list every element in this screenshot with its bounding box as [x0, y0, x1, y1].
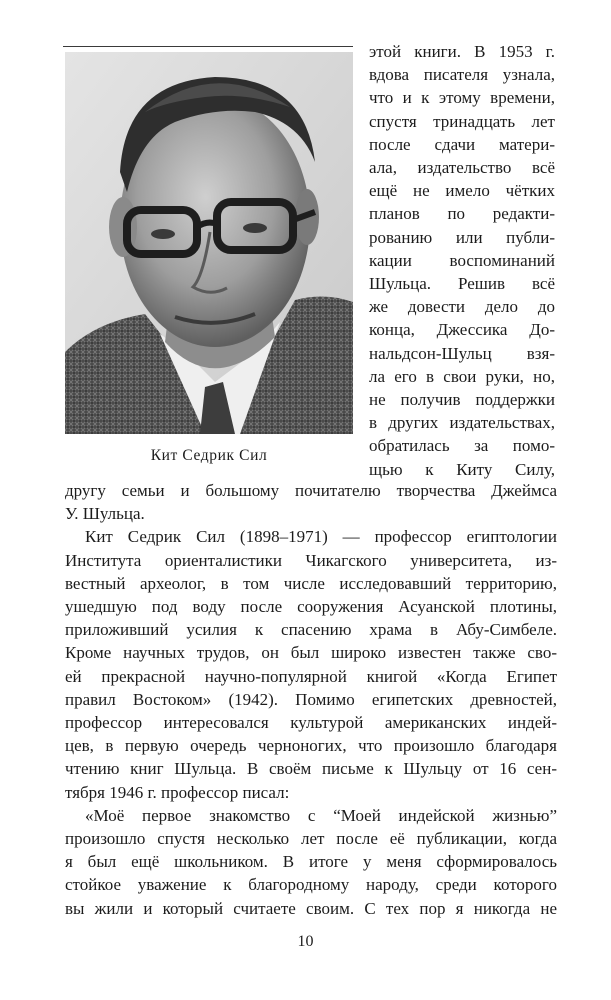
photo-caption: Кит Седрик Сил [150, 447, 268, 464]
main-line: Кит Седрик Сил (1898–1971) — профессор египтологии [85, 527, 557, 547]
main-line: тября 1946 г. профессор писал: [65, 782, 290, 802]
side-line: что и к этому времени, [369, 88, 555, 108]
side-line: в других издательствах, [369, 413, 555, 433]
main-line: стойкое уважение к благородному народу, среди которого [65, 875, 557, 895]
top-rule [63, 46, 353, 47]
main-line: профессор интересовался культурой американских индей- [65, 713, 557, 733]
side-line: рованию или публи- [369, 227, 555, 247]
portrait-image [65, 52, 353, 434]
main-line: другу семьи и большому почитателю творчества Джеймса [65, 481, 557, 500]
side-line: этой книги. В 1953 г. [369, 42, 555, 61]
side-line: ала, издательство всё [369, 158, 555, 178]
main-line: вы жили и который считаете своим. С тех пор я никогда не [65, 898, 557, 918]
main-line: У. Шульца. [65, 504, 145, 524]
page-number: 10 [297, 933, 314, 950]
portrait-photo [65, 52, 353, 434]
main-text-body [65, 479, 557, 920]
side-line: вдова писателя узнала, [369, 65, 555, 85]
main-line: цев, в первую очередь черноногих, что произошло благодаря [65, 736, 557, 756]
main-line: ушедшую под воду после сооружения Асуанской плотины, [65, 597, 557, 617]
main-line: произошло спустя несколько лет после её публикации, когда [65, 829, 557, 849]
side-line: после сдачи матери- [369, 134, 555, 154]
side-line: кации воспоминаний [369, 250, 555, 270]
main-line: приложивший усилия к спасению храма в Абу-Симбеле. [65, 620, 557, 640]
side-line: спустя тринадцать лет [369, 111, 555, 131]
side-line: планов по редакти- [369, 204, 555, 224]
side-line: ещё не имело чётких [369, 181, 555, 201]
side-line: щью к Киту Силу, [369, 459, 555, 479]
side-line: обратилась за помо- [369, 436, 555, 456]
main-line: я был ещё школьником. В итоге у меня сформировалось [65, 852, 557, 872]
side-line: же довести дело до [369, 297, 555, 317]
main-line: вестный археолог, в том числе исследовавший территорию, [65, 573, 557, 593]
side-line: ла его в свои руки, но, [369, 366, 555, 386]
side-line: Шульца. Решив всё [369, 274, 555, 294]
main-line: чтению книг Шульца. В своём письме к Шульцу от 16 сен- [65, 759, 557, 779]
side-line: нальдсон-Шульц взя- [369, 343, 555, 363]
main-line: Кроме научных трудов, он был широко известен также сво- [65, 643, 557, 663]
side-line: не получив поддержки [369, 390, 555, 410]
main-line: правил Востоком» (1942). Помимо египетских древностей, [65, 689, 557, 709]
main-line: Института ориенталистики Чикагского университета, из- [65, 550, 557, 570]
side-text-column [369, 40, 555, 481]
main-line: «Моё первое знакомство с “Моей индейской жизнью” [85, 805, 557, 825]
side-line: конца, Джессика До- [369, 320, 555, 340]
main-line: ей прекрасной научно-популярной книгой «Когда Египет [65, 666, 557, 686]
